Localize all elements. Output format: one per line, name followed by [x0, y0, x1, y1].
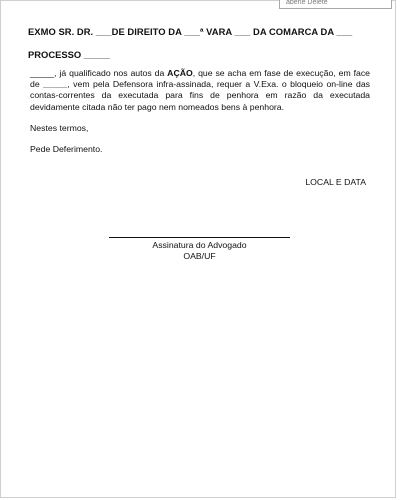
body-text-part1: _____, já qualificado nos autos da: [30, 68, 168, 78]
request-phrase: Pede Deferimento.: [30, 144, 103, 154]
court-header: EXMO SR. DR. ___DE DIREITO DA ___ª VARA ___ DA COMARCA DA ___: [28, 26, 353, 37]
signature-name: Assinatura do Advogado: [152, 240, 247, 250]
corner-toolbar-snippet: [279, 0, 392, 9]
body-text-part3: , vem pela Defensora infra-assinada, requer a V.Exa. o bloqueio on-line das contas-correntes da executada para fins de penhora em razão da executada devidamente citada não ter pago nem nomeados bens à penhora.: [30, 79, 370, 112]
process-number: PROCESSO _____: [28, 49, 110, 60]
corner-toolbar-text: aberie Delete: [286, 0, 328, 6]
signature-line: [109, 237, 290, 238]
closing-phrase: Nestes termos,: [30, 123, 89, 133]
signature-oab: OAB/UF: [183, 251, 216, 261]
local-and-date: LOCAL E DATA: [305, 177, 366, 187]
petition-body: [30, 68, 370, 113]
action-word: AÇÃO: [167, 68, 193, 78]
defendant-blank: _____: [43, 79, 68, 90]
body-text-part2: , que se acha em fase de execução, em face de: [30, 68, 370, 90]
